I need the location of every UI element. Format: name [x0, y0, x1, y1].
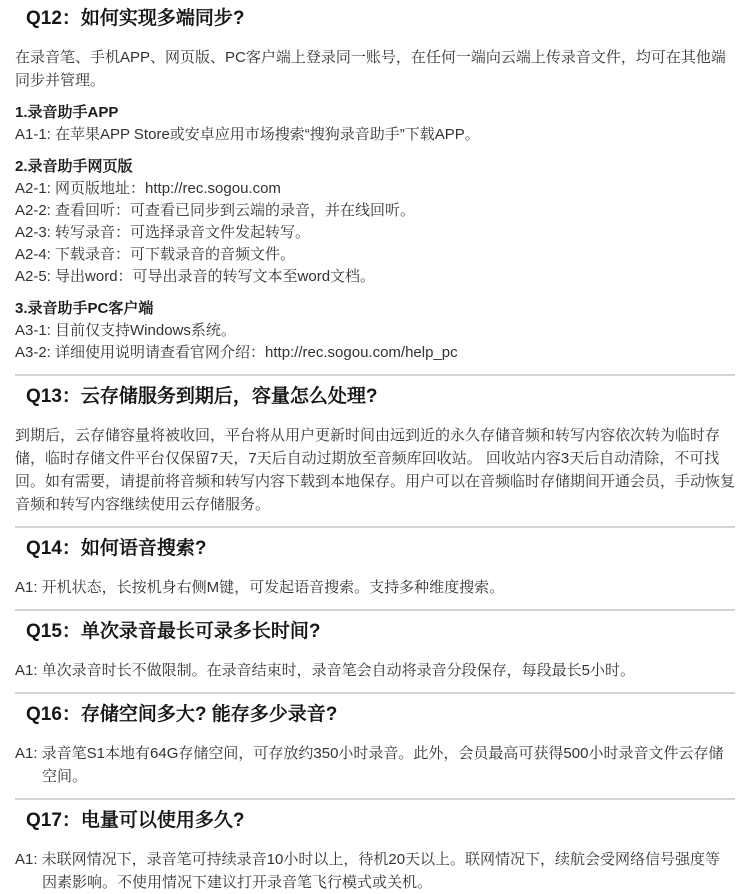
subsection-recorder-app [15, 102, 735, 146]
answer-line: A1-1: 在苹果APP Store或安卓应用市场搜索“搜狗录音助手”下载APP。 [15, 126, 480, 143]
section-divider [15, 609, 735, 611]
answer-intro-q12: 在录音笔、手机APP、网页版、PC客户端上登录同一账号，在任何一端向云端上传录音文件，均可在其他端同步并管理。 [15, 49, 726, 89]
question-heading-q13: Q13：云存储服务到期后，容量怎么处理? [26, 386, 378, 407]
answer-line: A3-1: 目前仅支持Windows系统。 [15, 322, 236, 339]
answer-q16: A1: 录音笔S1本地有64G存储空间，可存放约350小时录音。此外，会员最高可获得500小时录音文件云存储空间。 [15, 745, 724, 785]
answer-q14: A1: 开机状态，长按机身右侧M键，可发起语音搜索。支持多种维度搜索。 [15, 579, 505, 596]
section-divider [15, 374, 735, 376]
faq-section-q12 [15, 8, 735, 364]
faq-section-q17 [15, 810, 735, 894]
question-heading-q14: Q14：如何语音搜索? [26, 538, 207, 559]
answer-line: A2-2: 查看回听：可查看已同步到云端的录音，并在线回听。 [15, 202, 416, 219]
question-heading-q12: Q12：如何实现多端同步? [26, 8, 245, 29]
answer-line: A2-1: 网页版地址：http://rec.sogou.com [15, 180, 281, 197]
subsection-recorder-web [15, 156, 735, 288]
answer-q15: A1: 单次录音时长不做限制。在录音结束时，录音笔会自动将录音分段保存，每段最长5小时。 [15, 662, 636, 679]
section-divider [15, 692, 735, 694]
section-divider [15, 798, 735, 800]
answer-line: A2-3: 转写录音：可选择录音文件发起转写。 [15, 224, 311, 241]
answer-line: A2-4: 下载录音：可下载录音的音频文件。 [15, 246, 296, 263]
faq-section-q15 [15, 621, 735, 682]
faq-section-q16 [15, 704, 735, 788]
answer-q17: A1: 未联网情况下，录音笔可持续录音10小时以上，待机20天以上。联网情况下，续航会受网络信号强度等因素影响。不使用情况下建议打开录音笔飞行模式或关机。 [15, 851, 721, 891]
subsection-title: 1.录音助手APP [15, 104, 119, 121]
faq-section-q14 [15, 538, 735, 599]
subsection-title: 3.录音助手PC客户端 [15, 300, 154, 317]
question-heading-q17: Q17：电量可以使用多久? [26, 810, 245, 831]
subsection-recorder-pc [15, 298, 735, 364]
subsection-title: 2.录音助手网页版 [15, 158, 133, 175]
answer-line: A2-5: 导出word：可导出录音的转写文本至word文档。 [15, 268, 376, 285]
question-heading-q15: Q15：单次录音最长可录多长时间? [26, 621, 321, 642]
faq-section-q13 [15, 386, 735, 516]
answer-q13: 到期后，云存储容量将被收回，平台将从用户更新时间由远到近的永久存储音频和转写内容依次转为临时存储，临时存储文件平台仅保留7天，7天后自动过期放至音频库回收站。 回收站内容3天后自动清除，不可找回。如有需要，请提前将音频和转写内容下载到本地保存。用户可以在音频临时存储期间开通会员，手动恢复音频和转写内容继续使用云存储服务。 [15, 427, 736, 513]
answer-line: A3-2: 详细使用说明请查看官网介绍：http://rec.sogou.com/help_pc [15, 344, 458, 361]
section-divider [15, 526, 735, 528]
question-heading-q16: Q16：存储空间多大? 能存多少录音? [26, 704, 338, 725]
